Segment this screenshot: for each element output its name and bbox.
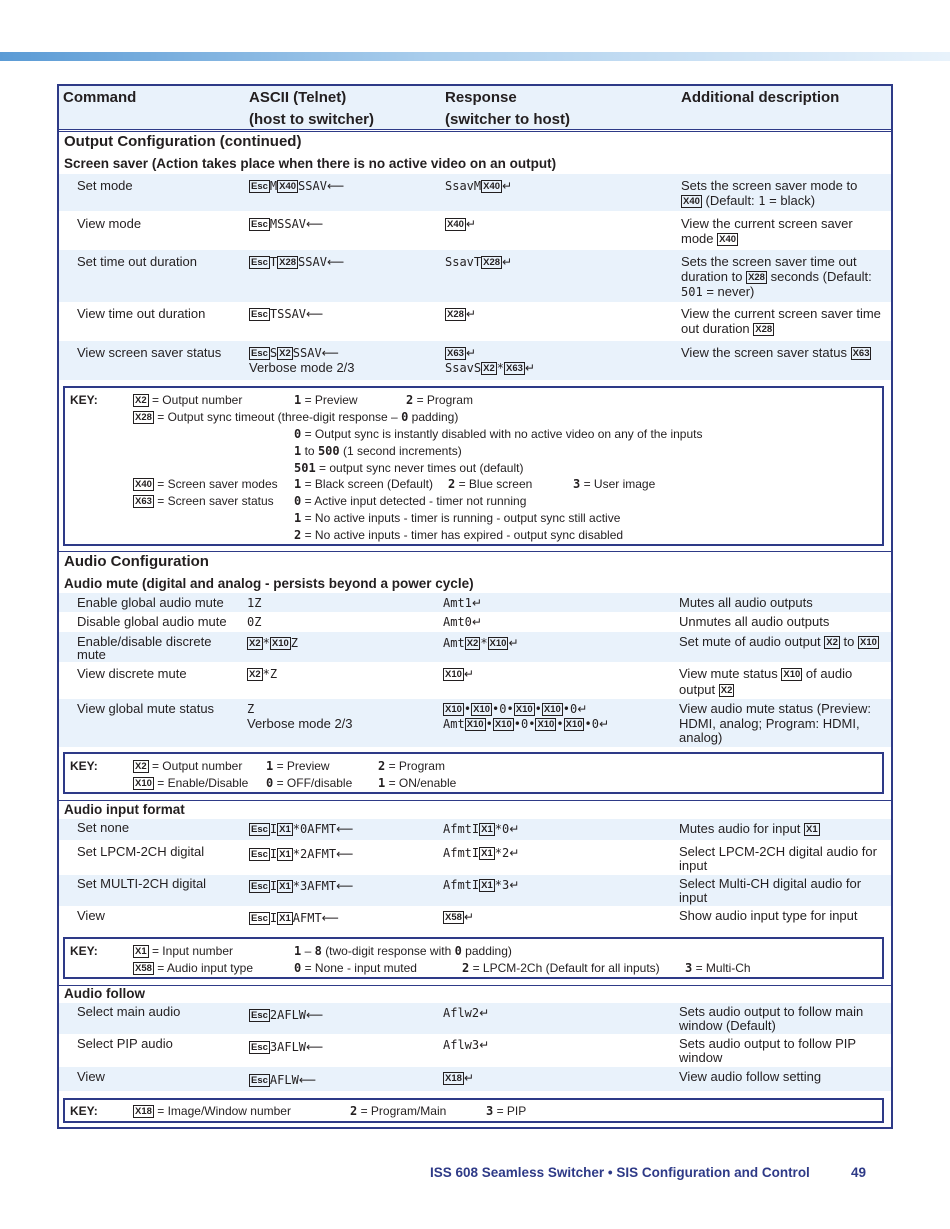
key-off: 0 = OFF/disable	[266, 776, 353, 790]
cmd-view-discrete: View discrete mute	[77, 666, 187, 681]
cmd-view-ss-status: View screen saver status	[77, 345, 222, 360]
ascii-view-follow: Esc AFLW⟵	[251, 1073, 317, 1087]
key-range: 1 – 8 (two-digit response with 0 padding)	[294, 944, 512, 958]
resp-view-follow: X18 ↵	[445, 1071, 474, 1085]
ascii-set-multi: Esc I X1 *3AFMT⟵	[251, 879, 354, 893]
desc-set-timeout-2: duration to X28 seconds (Default:	[681, 269, 872, 284]
desc-view-global-mute-2: HDMI, analog; Program: HDMI,	[679, 716, 860, 731]
desc-view-global-mute: View audio mute status (Preview:	[679, 701, 871, 716]
desc-view-discrete-2: output X2	[679, 682, 733, 697]
header-response: Response	[445, 89, 517, 106]
key-program-main: 2 = Program/Main	[350, 1104, 447, 1118]
desc-set-mode-2: X40 (Default: 1 = black)	[683, 193, 816, 208]
cmd-enable-mute: Enable global audio mute	[77, 595, 224, 610]
resp-set-lpcm: AfmtI X1 *2↵	[443, 846, 520, 860]
key-program: 2 = Program	[406, 393, 473, 407]
key-on: 1 = ON/enable	[378, 776, 457, 790]
ascii-view-mode: Esc MSSAV⟵	[251, 217, 324, 231]
desc-select-pip-2: window	[679, 1050, 723, 1065]
cmd-view-global-mute: View global mute status	[77, 701, 215, 716]
desc-set-lpcm-2: input	[679, 858, 708, 873]
desc-view-global-mute-3: analog)	[679, 730, 723, 745]
resp-select-pip: Aflw3↵	[443, 1038, 490, 1052]
ascii-enable-mute: 1Z	[247, 596, 262, 610]
subsection-audio-input-format: Audio input format	[64, 802, 185, 817]
cmd-set-mode: Set mode	[77, 178, 133, 193]
cmd-set-none: Set none	[77, 820, 130, 835]
key-x2: X2 = Output number	[135, 759, 243, 773]
key-x58: X58 = Audio input type	[135, 961, 253, 975]
key-program: 2 = Program	[378, 759, 445, 773]
subsection-screen-saver: Screen saver (Action takes place when there is no active video on an output)	[64, 156, 557, 171]
ascii-view-global-mute: Z	[247, 702, 255, 716]
cmd-select-pip: Select PIP audio	[77, 1036, 173, 1051]
ascii-select-main: Esc 2AFLW⟵	[251, 1008, 324, 1022]
header-divider	[59, 129, 891, 130]
ascii-set-none: Esc I X1 *0AFMT⟵	[251, 822, 354, 836]
resp-select-main: Aflw2↵	[443, 1006, 490, 1020]
cmd-view-mode: View mode	[77, 216, 142, 231]
cmd-view-input: View	[77, 908, 105, 923]
key-x28: X28 = Output sync timeout (three-digit response – 0 padding)	[135, 410, 459, 424]
desc-view-mode: View the current screen saver	[681, 216, 853, 231]
key-m3: 3 = User image	[573, 477, 656, 491]
resp-set-multi: AfmtI X1 *3↵	[443, 878, 520, 892]
cmd-discrete-mute-2: mute	[77, 647, 106, 662]
resp-set-mode: SsavM X40 ↵	[445, 179, 513, 193]
resp-view-mode: X40 ↵	[447, 217, 476, 231]
resp-view-ss-status: X63 ↵	[447, 346, 476, 360]
resp-disable-mute: Amt0↵	[443, 615, 482, 629]
cmd-set-lpcm: Set LPCM-2CH digital	[77, 844, 205, 859]
ascii-select-pip: Esc 3AFLW⟵	[251, 1040, 324, 1054]
header-ascii-sub: (host to switcher)	[249, 111, 375, 128]
key-x2: X2 = Output number	[135, 393, 243, 407]
key-o1: 1 to 500 (1 second increments)	[294, 444, 462, 458]
cmd-set-multi: Set MULTI-2CH digital	[77, 876, 207, 891]
header-divider-2	[59, 131, 891, 132]
resp-set-none: AfmtI X1 *0↵	[443, 822, 520, 836]
desc-select-pip: Sets audio output to follow PIP	[679, 1036, 857, 1051]
ascii-discrete-mute: X2 * X10 Z	[249, 636, 298, 650]
ascii-set-timeout: Esc T X28 SSAV⟵	[251, 255, 345, 269]
desc-set-timeout: Sets the screen saver time out	[681, 254, 857, 269]
footer-title: ISS 608 Seamless Switcher • SIS Configuration and Control	[430, 1165, 810, 1180]
cmd-discrete-mute: Enable/disable discrete	[77, 634, 212, 649]
desc-select-main: Sets audio output to follow main	[679, 1004, 864, 1019]
cmd-set-timeout: Set time out duration	[77, 254, 197, 269]
desc-select-main-2: window (Default)	[679, 1018, 776, 1033]
cmd-select-main: Select main audio	[77, 1004, 181, 1019]
key-none: 0 = None - input muted	[294, 961, 417, 975]
desc-set-mode: Sets the screen saver mode to	[681, 178, 858, 193]
key-lpcm: 2 = LPCM-2Ch (Default for all inputs)	[462, 961, 660, 975]
desc-view-ss-status: View the screen saver status X63	[681, 345, 870, 360]
ascii-set-mode: Esc M X40 SSAV⟵	[251, 179, 345, 193]
desc-set-multi: Select Multi-CH digital audio for	[679, 876, 862, 891]
key-preview: 1 = Preview	[294, 393, 358, 407]
section-output-config: Output Configuration (continued)	[64, 133, 302, 150]
key-label: KEY:	[70, 393, 98, 407]
section-divider	[59, 985, 891, 986]
header-ascii: ASCII (Telnet)	[249, 89, 347, 106]
desc-set-timeout-3: 501 = never)	[681, 284, 755, 299]
key-multi: 3 = Multi-Ch	[685, 961, 751, 975]
resp-view-ss-status-2: SsavS X2 * X63 ↵	[445, 361, 535, 375]
subsection-audio-mute: Audio mute (digital and analog - persists beyond a power cycle)	[64, 576, 474, 591]
key-s1: 1 = No active inputs - timer is running - output sync still active	[294, 511, 621, 525]
verbose-note: Verbose mode 2/3	[249, 360, 355, 375]
desc-disable-mute: Unmutes all audio outputs	[679, 614, 830, 629]
top-accent-bar	[0, 52, 950, 61]
key-x63: X63 = Screen saver status	[135, 494, 274, 508]
key-label: KEY:	[70, 944, 98, 958]
key-preview: 1 = Preview	[266, 759, 330, 773]
resp-enable-mute: Amt1↵	[443, 596, 482, 610]
desc-view-timeout: View the current screen saver time	[681, 306, 881, 321]
header-description: Additional description	[681, 89, 840, 106]
ascii-view-timeout: Esc TSSAV⟵	[251, 307, 324, 321]
key-m2: 2 = Blue screen	[448, 477, 533, 491]
resp-set-timeout: SsavT X28 ↵	[445, 255, 513, 269]
key-s2: 2 = No active inputs - timer has expired - output sync disabled	[294, 528, 624, 542]
resp-discrete-mute: Amt X2 * X10 ↵	[443, 636, 519, 650]
key-m1: 1 = Black screen (Default)	[294, 477, 433, 491]
desc-set-multi-2: input	[679, 890, 708, 905]
cmd-disable-mute: Disable global audio mute	[77, 614, 227, 629]
key-x10: X10 = Enable/Disable	[135, 776, 249, 790]
desc-view-timeout-2: out duration X28	[681, 321, 773, 336]
desc-view-discrete: View mute status X10 of audio	[679, 666, 853, 681]
subsection-audio-follow: Audio follow	[64, 986, 145, 1001]
ascii-view-input: Esc I X1 AFMT⟵	[251, 911, 339, 925]
section-divider	[59, 800, 891, 801]
desc-view-input: Show audio input type for input	[679, 908, 858, 923]
desc-view-follow: View audio follow setting	[679, 1069, 822, 1084]
header-response-sub: (switcher to host)	[445, 111, 571, 128]
resp-view-discrete: X10 ↵	[445, 667, 474, 681]
resp-view-global-mute-2: Amt X10 • X10 •0• X10 • X10 •0↵	[443, 717, 610, 731]
key-o501: 501 = output sync never times out (default)	[294, 461, 524, 475]
ascii-view-ss-status: Esc S X2 SSAV⟵	[251, 346, 339, 360]
resp-view-global-mute: X10 • X10 •0• X10 • X10 •0↵	[445, 702, 588, 716]
key-label: KEY:	[70, 1104, 98, 1118]
key-label: KEY:	[70, 759, 98, 773]
resp-view-input: X58 ↵	[445, 910, 474, 924]
desc-enable-mute: Mutes all audio outputs	[679, 595, 813, 610]
key-x1: X1 = Input number	[135, 944, 234, 958]
cmd-view-timeout: View time out duration	[77, 306, 206, 321]
ascii-disable-mute: 0Z	[247, 615, 262, 629]
desc-view-mode-2: mode X40	[681, 231, 737, 246]
section-divider	[59, 551, 891, 552]
key-x40: X40 = Screen saver modes	[135, 477, 278, 491]
desc-set-none: Mutes audio for input X1	[679, 821, 818, 836]
cmd-view-follow: View	[77, 1069, 105, 1084]
ascii-set-lpcm: Esc I X1 *2AFMT⟵	[251, 847, 354, 861]
resp-view-timeout: X28 ↵	[447, 307, 476, 321]
page-number: 49	[851, 1165, 867, 1180]
key-x18: X18 = Image/Window number	[135, 1104, 291, 1118]
key-o0: 0 = Output sync is instantly disabled with no active video on any of the inputs	[294, 427, 703, 441]
ascii-view-discrete: X2 *Z	[249, 667, 278, 681]
desc-discrete-mute: Set mute of audio output X2 to X10	[679, 634, 877, 649]
verbose-note-2: Verbose mode 2/3	[247, 716, 353, 731]
header-command: Command	[63, 89, 137, 106]
key-pip: 3 = PIP	[486, 1104, 527, 1118]
section-audio-config: Audio Configuration	[64, 553, 209, 570]
key-s0: 0 = Active input detected - timer not running	[294, 494, 527, 508]
desc-set-lpcm: Select LPCM-2CH digital audio for	[679, 844, 877, 859]
